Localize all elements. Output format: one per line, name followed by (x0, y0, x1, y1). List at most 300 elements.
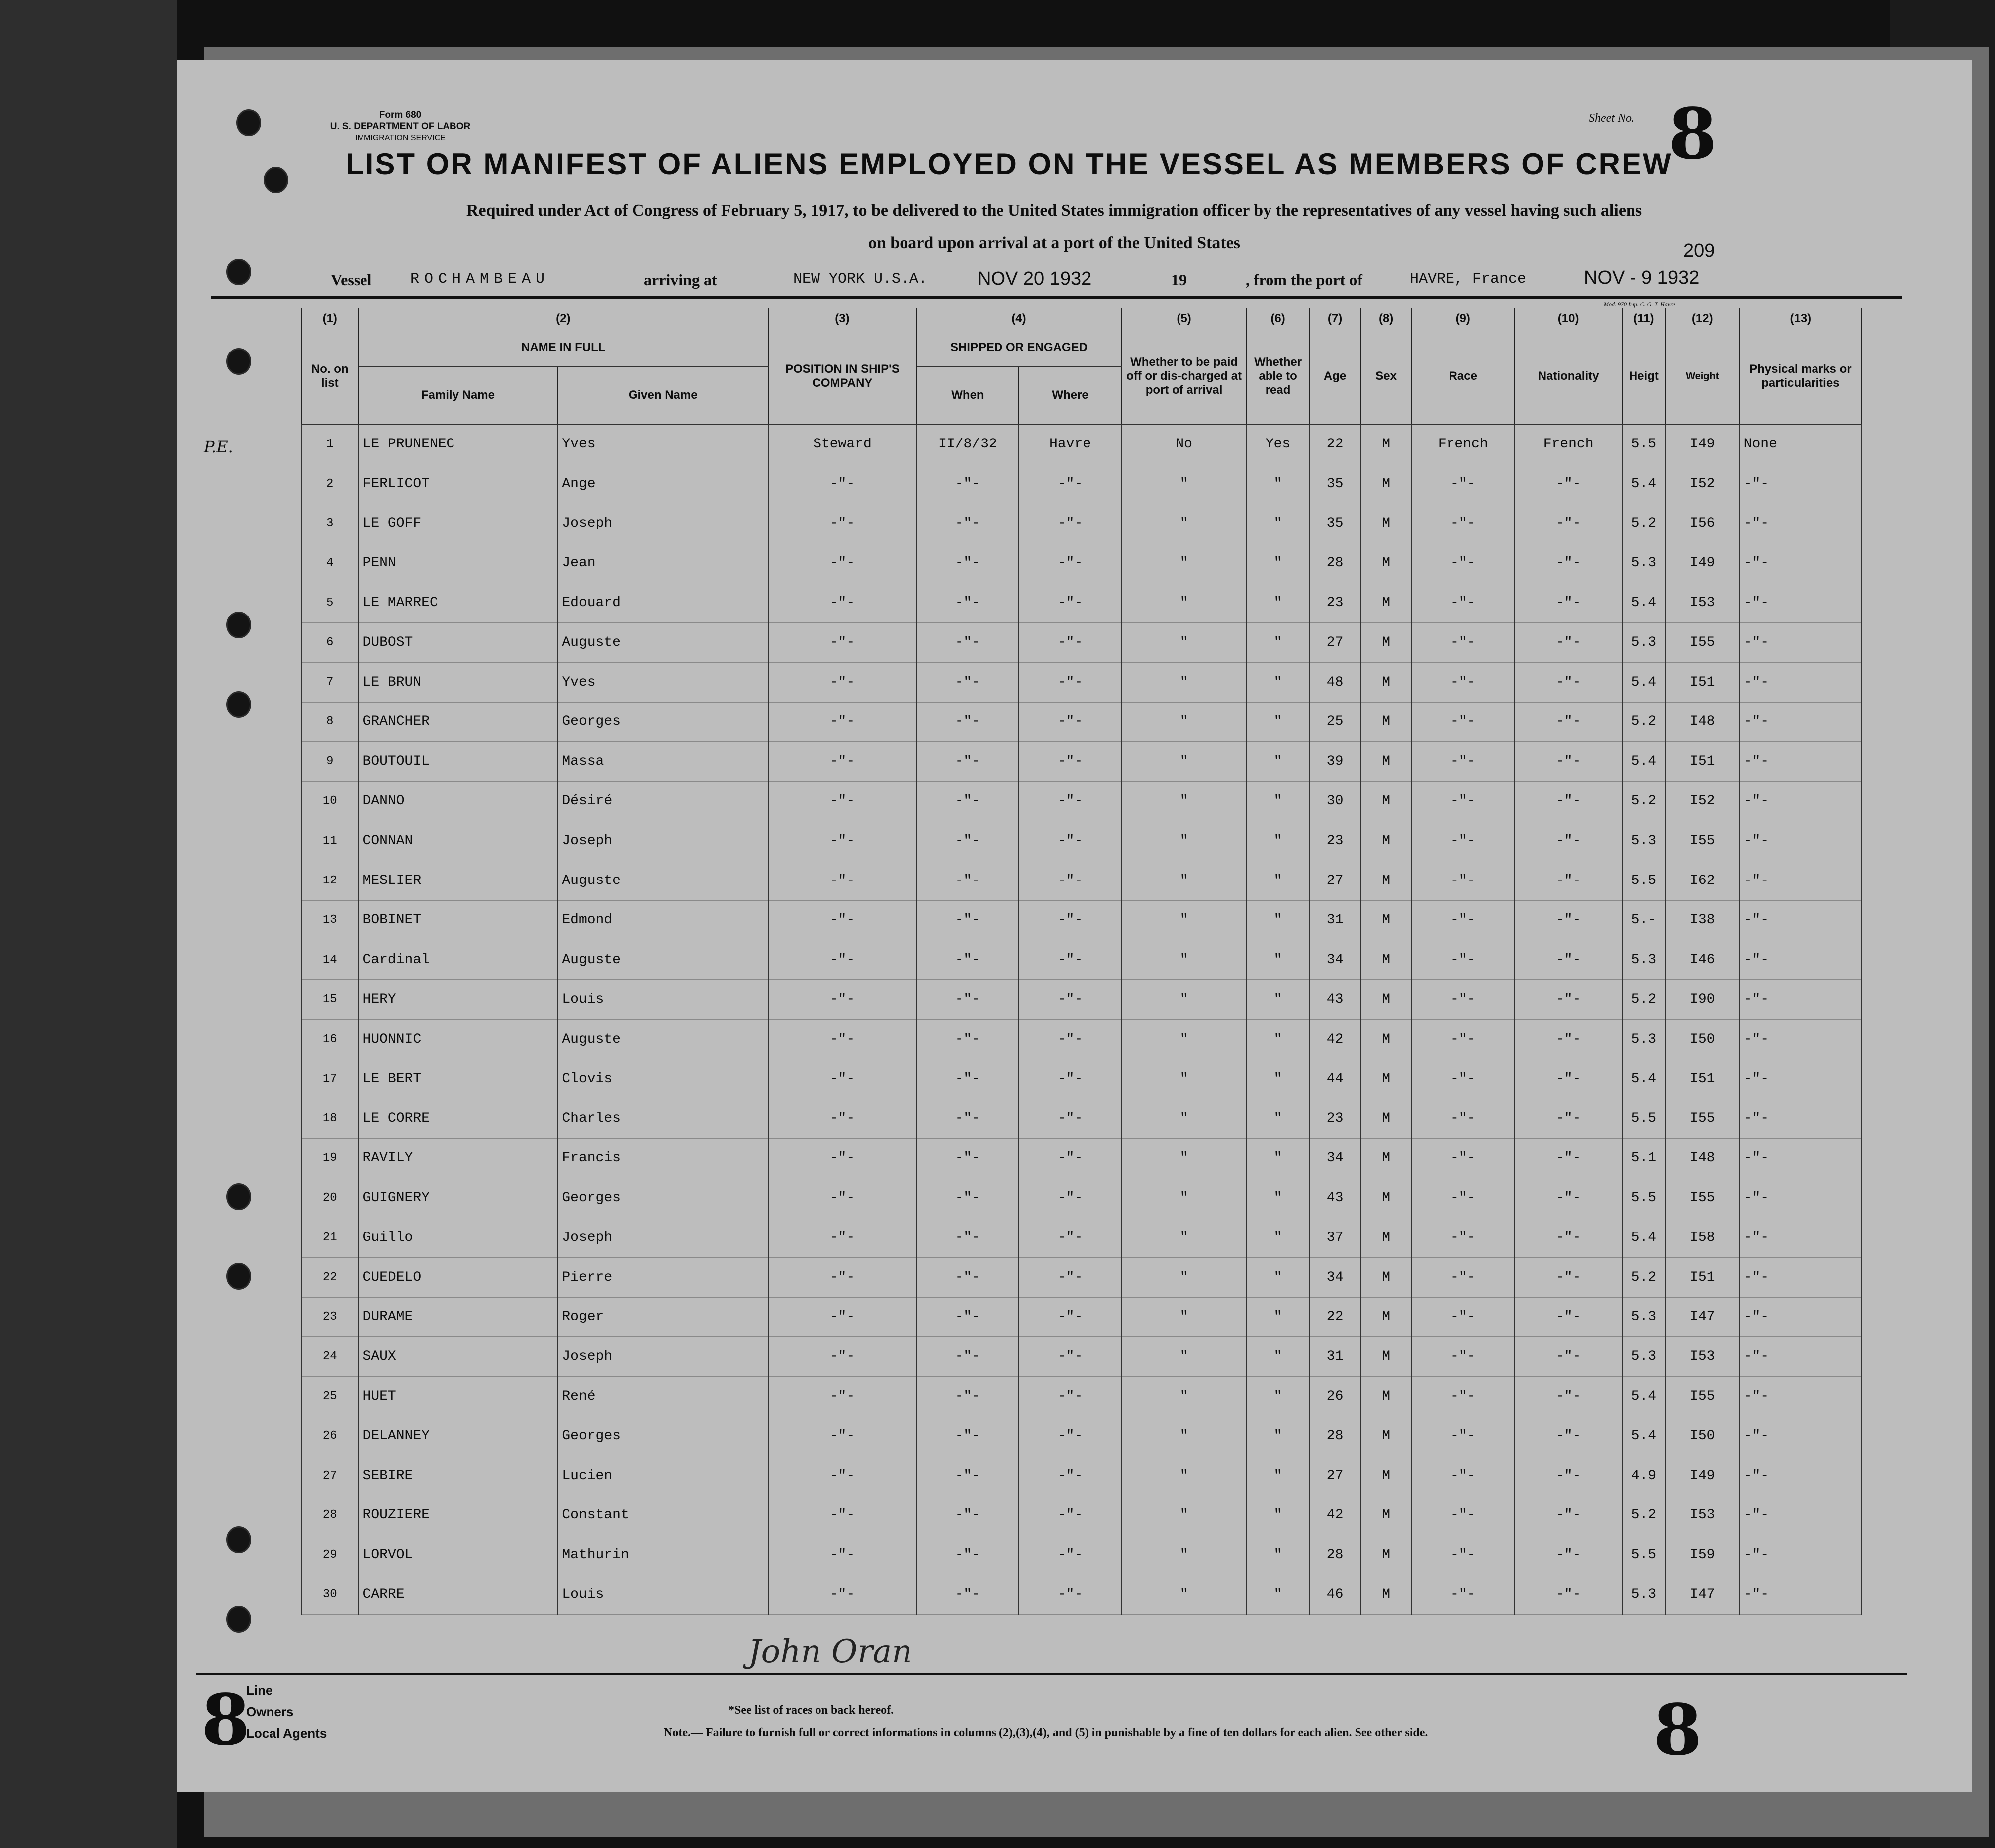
cell-able-to-read: " (1247, 1019, 1309, 1059)
cell-row-number: 22 (301, 1257, 359, 1297)
cell-shipped-where: -"- (1019, 622, 1121, 662)
arrival-port: NEW YORK U.S.A. (793, 271, 928, 288)
cell-shipped-when: -"- (916, 622, 1019, 662)
cell-height: 5.4 (1623, 583, 1665, 623)
cell-race: -"- (1412, 1575, 1514, 1615)
cell-physical-marks: -"- (1739, 861, 1862, 900)
cell-shipped-where: -"- (1019, 464, 1121, 504)
table-row (301, 1535, 1862, 1575)
header-sex: Sex (1360, 329, 1412, 424)
cell-height: 5.3 (1623, 622, 1665, 662)
cell-sex: M (1360, 1218, 1412, 1257)
cell-sex: M (1360, 464, 1412, 504)
punch-hole (226, 1526, 251, 1553)
cell-given-name: Lucien (557, 1456, 768, 1496)
cell-family-name: SEBIRE (359, 1456, 558, 1496)
cell-physical-marks: -"- (1739, 1257, 1862, 1297)
cell-weight: I49 (1665, 1456, 1739, 1496)
cell-physical-marks: -"- (1739, 1178, 1862, 1218)
cell-shipped-when: -"- (916, 1139, 1019, 1178)
cell-paid-off: " (1121, 504, 1247, 543)
cell-weight: I47 (1665, 1297, 1739, 1337)
cell-row-number: 12 (301, 861, 359, 900)
cell-race: -"- (1412, 583, 1514, 623)
cell-row-number: 23 (301, 1297, 359, 1337)
cell-shipped-where: -"- (1019, 1456, 1121, 1496)
cell-row-number: 9 (301, 742, 359, 782)
cell-able-to-read: " (1247, 742, 1309, 782)
cell-shipped-when: -"- (916, 504, 1019, 543)
cell-sex: M (1360, 702, 1412, 742)
cell-paid-off: " (1121, 782, 1247, 821)
cell-shipped-when: -"- (916, 1059, 1019, 1099)
cell-able-to-read: " (1247, 1377, 1309, 1416)
cell-paid-off: " (1121, 662, 1247, 702)
cell-paid-off: " (1121, 1059, 1247, 1099)
col-num: (1) (301, 308, 359, 329)
cell-given-name: Joseph (557, 504, 768, 543)
cell-shipped-where: -"- (1019, 1139, 1121, 1178)
cell-age: 27 (1309, 622, 1360, 662)
cell-shipped-where: -"- (1019, 1416, 1121, 1456)
cell-shipped-when: -"- (916, 821, 1019, 861)
cell-height: 5.4 (1623, 1218, 1665, 1257)
cell-sex: M (1360, 782, 1412, 821)
cell-physical-marks: -"- (1739, 583, 1862, 623)
table-row (301, 1059, 1862, 1099)
cell-age: 30 (1309, 782, 1360, 821)
cell-paid-off: " (1121, 543, 1247, 583)
crew-manifest-table (301, 308, 1862, 1615)
cell-weight: I48 (1665, 1139, 1739, 1178)
cell-weight: I62 (1665, 861, 1739, 900)
cell-age: 34 (1309, 1139, 1360, 1178)
cell-height: 5.2 (1623, 1257, 1665, 1297)
cell-position: -"- (768, 622, 916, 662)
cell-shipped-where: -"- (1019, 583, 1121, 623)
table-row (301, 702, 1862, 742)
footer-rule (196, 1673, 1907, 1675)
cell-physical-marks: -"- (1739, 1099, 1862, 1139)
cell-paid-off: " (1121, 1456, 1247, 1496)
cell-nationality: -"- (1514, 861, 1623, 900)
cell-height: 5.3 (1623, 543, 1665, 583)
cell-shipped-when: -"- (916, 861, 1019, 900)
punch-hole (226, 348, 251, 375)
cell-age: 28 (1309, 1535, 1360, 1575)
cell-race: -"- (1412, 900, 1514, 940)
cell-weight: I53 (1665, 583, 1739, 623)
cell-race: -"- (1412, 1218, 1514, 1257)
cell-shipped-where: -"- (1019, 662, 1121, 702)
cell-able-to-read: " (1247, 1218, 1309, 1257)
cell-sex: M (1360, 1019, 1412, 1059)
column-header-row (301, 329, 1862, 366)
cell-physical-marks: -"- (1739, 543, 1862, 583)
cell-position: -"- (768, 1377, 916, 1416)
header-weight: Weight (1665, 329, 1739, 424)
cell-race: -"- (1412, 821, 1514, 861)
col-num: (9) (1412, 308, 1514, 329)
cell-given-name: Auguste (557, 861, 768, 900)
cell-sex: M (1360, 821, 1412, 861)
cell-nationality: -"- (1514, 940, 1623, 980)
cell-given-name: Francis (557, 1139, 768, 1178)
table-row (301, 1257, 1862, 1297)
cell-age: 34 (1309, 940, 1360, 980)
cell-sex: M (1360, 1416, 1412, 1456)
cell-able-to-read: " (1247, 1337, 1309, 1377)
table-row (301, 1178, 1862, 1218)
table-row (301, 1337, 1862, 1377)
table-row (301, 464, 1862, 504)
cell-age: 34 (1309, 1257, 1360, 1297)
cell-race: -"- (1412, 1178, 1514, 1218)
cell-weight: I50 (1665, 1416, 1739, 1456)
cell-nationality: -"- (1514, 1377, 1623, 1416)
vessel-label: Vessel (331, 271, 372, 289)
cell-weight: I50 (1665, 1019, 1739, 1059)
cell-height: 5.3 (1623, 940, 1665, 980)
cell-family-name: BOBINET (359, 900, 558, 940)
cell-shipped-when: -"- (916, 662, 1019, 702)
penalty-note: Note.— Failure to furnish full or correct informations in columns (2),(3),(4), and (5) in punishable by a fine of ten dollars for each alien. See other side. (664, 1726, 1428, 1739)
table-row (301, 861, 1862, 900)
cell-row-number: 3 (301, 504, 359, 543)
manifest-subtitle: Required under Act of Congress of February 5, 1917, to be delivered to the United States immigration officer by the representatives of any vessel having such aliens (466, 201, 1642, 220)
cell-nationality: -"- (1514, 1535, 1623, 1575)
cell-row-number: 5 (301, 583, 359, 623)
cell-shipped-where: -"- (1019, 1575, 1121, 1615)
cell-position: -"- (768, 1099, 916, 1139)
cell-given-name: Joseph (557, 1218, 768, 1257)
col-num: (4) (916, 308, 1121, 329)
cell-row-number: 19 (301, 1139, 359, 1178)
cell-height: 5.3 (1623, 1337, 1665, 1377)
cell-sex: M (1360, 543, 1412, 583)
table-row (301, 504, 1862, 543)
cell-nationality: -"- (1514, 742, 1623, 782)
cell-nationality: -"- (1514, 1139, 1623, 1178)
table-row (301, 940, 1862, 980)
cell-race: -"- (1412, 980, 1514, 1020)
cell-shipped-where: -"- (1019, 782, 1121, 821)
cell-age: 27 (1309, 1456, 1360, 1496)
col-num: (13) (1739, 308, 1862, 329)
header-shipped-engaged: SHIPPED OR ENGAGED (916, 329, 1121, 366)
cell-weight: I49 (1665, 424, 1739, 464)
owners-label: Owners (246, 1704, 294, 1719)
cell-position: -"- (768, 504, 916, 543)
cell-able-to-read: " (1247, 1297, 1309, 1337)
manifest-title: LIST OR MANIFEST OF ALIENS EMPLOYED ON THE VESSEL AS MEMBERS OF CREW (346, 147, 1673, 180)
cell-physical-marks: -"- (1739, 742, 1862, 782)
cell-given-name: Georges (557, 1416, 768, 1456)
cell-shipped-where: -"- (1019, 504, 1121, 543)
cell-shipped-when: -"- (916, 702, 1019, 742)
cell-age: 46 (1309, 1575, 1360, 1615)
cell-shipped-where: -"- (1019, 1496, 1121, 1535)
manifest-sheet (177, 60, 1972, 1792)
col-num: (3) (768, 308, 916, 329)
cell-height: 5.2 (1623, 782, 1665, 821)
cell-physical-marks: -"- (1739, 1456, 1862, 1496)
cell-shipped-when: -"- (916, 1099, 1019, 1139)
cell-position: Steward (768, 424, 916, 464)
cell-physical-marks: -"- (1739, 1496, 1862, 1535)
line-label: Line (246, 1683, 273, 1698)
cell-nationality: -"- (1514, 1416, 1623, 1456)
header-age: Age (1309, 329, 1360, 424)
cell-age: 43 (1309, 1178, 1360, 1218)
cell-shipped-when: -"- (916, 1019, 1019, 1059)
cell-age: 23 (1309, 583, 1360, 623)
cell-shipped-where: -"- (1019, 1377, 1121, 1416)
cell-family-name: LE BERT (359, 1059, 558, 1099)
cell-nationality: -"- (1514, 1257, 1623, 1297)
cell-given-name: Désiré (557, 782, 768, 821)
cell-nationality: -"- (1514, 504, 1623, 543)
cell-family-name: HUET (359, 1377, 558, 1416)
cell-age: 31 (1309, 1337, 1360, 1377)
cell-shipped-where: -"- (1019, 1337, 1121, 1377)
cell-given-name: Jean (557, 543, 768, 583)
cell-family-name: CUEDELO (359, 1257, 558, 1297)
cell-able-to-read: " (1247, 1099, 1309, 1139)
cell-physical-marks: -"- (1739, 1337, 1862, 1377)
table-row (301, 782, 1862, 821)
cell-family-name: LORVOL (359, 1535, 558, 1575)
table-row (301, 900, 1862, 940)
cell-given-name: Georges (557, 1178, 768, 1218)
cell-shipped-when: -"- (916, 1535, 1019, 1575)
cell-age: 28 (1309, 1416, 1360, 1456)
from-port-label: , from the port of (1246, 271, 1362, 289)
cell-age: 22 (1309, 1297, 1360, 1337)
header-position: POSITION IN SHIP'S COMPANY (768, 329, 916, 424)
cell-paid-off: " (1121, 980, 1247, 1020)
cell-age: 42 (1309, 1496, 1360, 1535)
cell-height: 5.2 (1623, 980, 1665, 1020)
cell-height: 5.5 (1623, 1099, 1665, 1139)
header-nationality: Nationality (1514, 329, 1623, 424)
cell-physical-marks: -"- (1739, 702, 1862, 742)
cell-race: -"- (1412, 861, 1514, 900)
cell-family-name: CARRE (359, 1575, 558, 1615)
cell-position: -"- (768, 1218, 916, 1257)
cell-age: 44 (1309, 1059, 1360, 1099)
cell-row-number: 4 (301, 543, 359, 583)
cell-age: 42 (1309, 1019, 1360, 1059)
col-num: (12) (1665, 308, 1739, 329)
cell-sex: M (1360, 1178, 1412, 1218)
cell-position: -"- (768, 782, 916, 821)
cell-shipped-where: -"- (1019, 1019, 1121, 1059)
col-num: (8) (1360, 308, 1412, 329)
cell-height: 5.- (1623, 900, 1665, 940)
cell-shipped-when: -"- (916, 1416, 1019, 1456)
cell-position: -"- (768, 821, 916, 861)
cell-sex: M (1360, 1535, 1412, 1575)
manifest-subtitle-2: on board upon arrival at a port of the United States (868, 234, 1241, 252)
cell-race: -"- (1412, 1377, 1514, 1416)
cell-race: -"- (1412, 1456, 1514, 1496)
punch-hole (236, 109, 261, 136)
header-able-to-read: Whether able to read (1247, 329, 1309, 424)
table-row (301, 1218, 1862, 1257)
punch-hole (226, 1606, 251, 1633)
cell-given-name: Edmond (557, 900, 768, 940)
cell-physical-marks: -"- (1739, 1535, 1862, 1575)
cell-shipped-where: -"- (1019, 1059, 1121, 1099)
header-given-name: Given Name (557, 366, 768, 424)
departure-date-stamp: NOV - 9 1932 (1584, 267, 1700, 288)
cell-row-number: 7 (301, 662, 359, 702)
cell-given-name: René (557, 1377, 768, 1416)
cell-row-number: 27 (301, 1456, 359, 1496)
cell-given-name: Auguste (557, 940, 768, 980)
officer-signature: John Oran (748, 1633, 912, 1670)
header-physical-marks: Physical marks or particularities (1739, 329, 1862, 424)
punch-hole (226, 1183, 251, 1210)
cell-given-name: Clovis (557, 1059, 768, 1099)
cell-position: -"- (768, 742, 916, 782)
table-row (301, 1575, 1862, 1615)
cell-sex: M (1360, 1139, 1412, 1178)
cell-family-name: DANNO (359, 782, 558, 821)
table-row (301, 424, 1862, 464)
cell-family-name: HERY (359, 980, 558, 1020)
cell-nationality: -"- (1514, 980, 1623, 1020)
col-num: (2) (359, 308, 769, 329)
cell-shipped-where: -"- (1019, 1178, 1121, 1218)
cell-nationality: -"- (1514, 900, 1623, 940)
cell-sex: M (1360, 1496, 1412, 1535)
col-num: (5) (1121, 308, 1247, 329)
cell-able-to-read: " (1247, 940, 1309, 980)
cell-shipped-when: -"- (916, 1456, 1019, 1496)
cell-shipped-where: -"- (1019, 980, 1121, 1020)
cell-weight: I58 (1665, 1218, 1739, 1257)
cell-age: 22 (1309, 424, 1360, 464)
cell-physical-marks: None (1739, 424, 1862, 464)
cell-row-number: 13 (301, 900, 359, 940)
cell-race: -"- (1412, 1416, 1514, 1456)
cell-position: -"- (768, 1337, 916, 1377)
cell-shipped-when: -"- (916, 543, 1019, 583)
cell-sex: M (1360, 662, 1412, 702)
cell-age: 48 (1309, 662, 1360, 702)
cell-nationality: -"- (1514, 702, 1623, 742)
punch-hole (226, 1263, 251, 1290)
cell-nationality: -"- (1514, 1456, 1623, 1496)
cell-paid-off: " (1121, 742, 1247, 782)
cell-paid-off: " (1121, 464, 1247, 504)
cell-age: 35 (1309, 464, 1360, 504)
col-num: (10) (1514, 308, 1623, 329)
cell-family-name: CONNAN (359, 821, 558, 861)
cell-weight: I55 (1665, 821, 1739, 861)
cell-height: 5.4 (1623, 1416, 1665, 1456)
margin-annotation: P.E. (204, 438, 233, 456)
table-row (301, 1019, 1862, 1059)
cell-physical-marks: -"- (1739, 1416, 1862, 1456)
cell-given-name: Joseph (557, 821, 768, 861)
header-race: Race (1412, 329, 1514, 424)
left-backing-strip (0, 0, 177, 1848)
cell-family-name: SAUX (359, 1337, 558, 1377)
cell-physical-marks: -"- (1739, 1059, 1862, 1099)
table-row (301, 821, 1862, 861)
header-paid-off: Whether to be paid off or dis-charged at port of arrival (1121, 329, 1247, 424)
cell-family-name: GUIGNERY (359, 1178, 558, 1218)
cell-weight: I46 (1665, 940, 1739, 980)
cell-given-name: Pierre (557, 1257, 768, 1297)
cell-able-to-read: " (1247, 1535, 1309, 1575)
cell-nationality: -"- (1514, 1059, 1623, 1099)
cell-shipped-when: II/8/32 (916, 424, 1019, 464)
cell-age: 23 (1309, 821, 1360, 861)
table-row (301, 1099, 1862, 1139)
cell-family-name: PENN (359, 543, 558, 583)
cell-paid-off: " (1121, 702, 1247, 742)
cell-weight: I55 (1665, 622, 1739, 662)
cell-race: -"- (1412, 782, 1514, 821)
cell-row-number: 2 (301, 464, 359, 504)
cell-paid-off: " (1121, 1496, 1247, 1535)
cell-position: -"- (768, 1257, 916, 1297)
cell-paid-off: " (1121, 583, 1247, 623)
cell-weight: I47 (1665, 1575, 1739, 1615)
cell-weight: I49 (1665, 543, 1739, 583)
table-row (301, 543, 1862, 583)
form-number: Form 680 (379, 110, 422, 120)
cell-weight: I53 (1665, 1337, 1739, 1377)
cell-shipped-when: -"- (916, 782, 1019, 821)
cell-race: -"- (1412, 464, 1514, 504)
cell-nationality: -"- (1514, 1099, 1623, 1139)
cell-height: 5.5 (1623, 1178, 1665, 1218)
punch-hole (226, 259, 251, 285)
cell-race: -"- (1412, 1019, 1514, 1059)
cell-position: -"- (768, 940, 916, 980)
header-where: Where (1019, 366, 1121, 424)
cell-sex: M (1360, 583, 1412, 623)
cell-row-number: 8 (301, 702, 359, 742)
cell-given-name: Roger (557, 1297, 768, 1337)
punch-hole (226, 612, 251, 638)
col-num: (6) (1247, 308, 1309, 329)
cell-nationality: -"- (1514, 1019, 1623, 1059)
cell-shipped-where: -"- (1019, 702, 1121, 742)
cell-paid-off: " (1121, 940, 1247, 980)
cell-height: 5.3 (1623, 1019, 1665, 1059)
cell-sex: M (1360, 622, 1412, 662)
department-name: U. S. DEPARTMENT OF LABOR (330, 121, 471, 132)
cell-physical-marks: -"- (1739, 1139, 1862, 1178)
cell-able-to-read: " (1247, 1059, 1309, 1099)
cell-physical-marks: -"- (1739, 1377, 1862, 1416)
punch-hole (264, 167, 288, 193)
cell-age: 35 (1309, 504, 1360, 543)
cell-shipped-where: -"- (1019, 1218, 1121, 1257)
cell-paid-off: " (1121, 1139, 1247, 1178)
cell-paid-off: " (1121, 1377, 1247, 1416)
cell-row-number: 20 (301, 1178, 359, 1218)
cell-row-number: 14 (301, 940, 359, 980)
cell-shipped-when: -"- (916, 464, 1019, 504)
cell-height: 5.4 (1623, 742, 1665, 782)
